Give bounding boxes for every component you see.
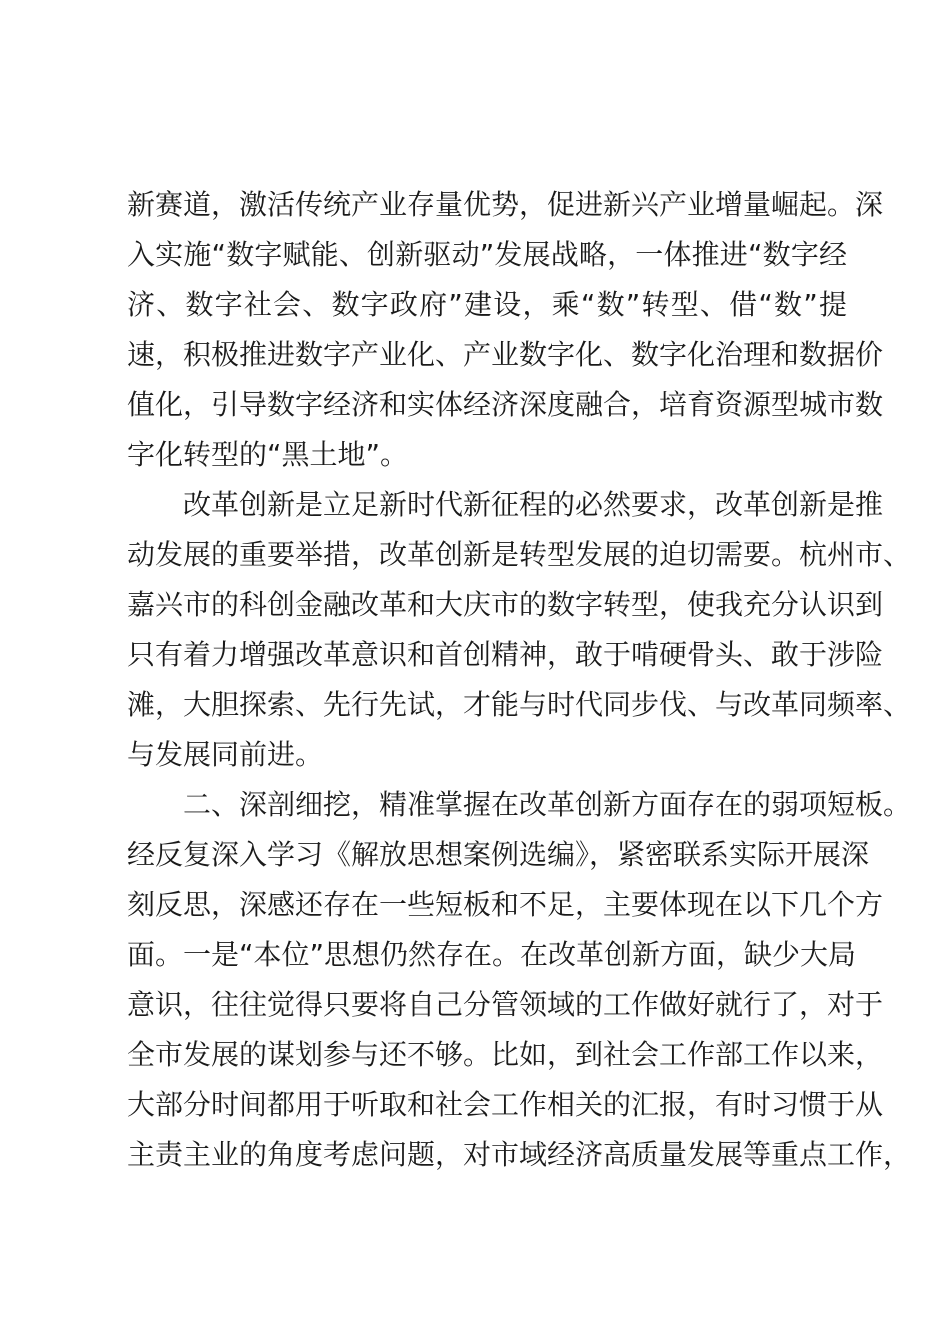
text-line: 经反复深入学习《解放思想案例选编》，紧密联系实际开展深 xyxy=(127,838,870,871)
text-line: 速，积极推进数字产业化、产业数字化、数字化治理和数据价 xyxy=(127,338,884,371)
text-line: 面。一是“本位”思想仍然存在。在改革创新方面，缺少大局 xyxy=(127,938,857,971)
text-line: 主责主业的角度考虑问题，对市域经济高质量发展等重点工作， xyxy=(127,1138,912,1171)
text-line: 与发展同前进。 xyxy=(127,738,324,771)
text-line: 滩，大胆探索、先行先试，才能与时代同步伐、与改革同频率、 xyxy=(127,688,912,721)
text-line: 入实施“数字赋能、创新驱动”发展战略，一体推进“数字经 xyxy=(127,238,847,271)
text-line: 全市发展的谋划参与还不够。比如，到社会工作部工作以来， xyxy=(127,1038,884,1071)
text-line: 济、数字社会、数字政府”建设，乘“数”转型、借“数”提 xyxy=(127,288,847,321)
text-line: 动发展的重要举措，改革创新是转型发展的迫切需要。杭州市、 xyxy=(127,538,912,571)
text-line: 大部分时间都用于听取和社会工作相关的汇报，有时习惯于从 xyxy=(127,1088,884,1121)
text-line: 嘉兴市的科创金融改革和大庆市的数字转型，使我充分认识到 xyxy=(127,588,884,621)
text-line: 只有着力增强改革意识和首创精神，敢于啃硬骨头、敢于涉险 xyxy=(127,638,884,671)
text-line: 意识，往往觉得只要将自己分管领域的工作做好就行了，对于 xyxy=(127,988,884,1021)
text-line: 刻反思，深感还存在一些短板和不足，主要体现在以下几个方 xyxy=(127,888,884,921)
text-line: 改革创新是立足新时代新征程的必然要求，改革创新是推 xyxy=(183,488,884,521)
section-heading-line: 二、深剖细挖，精准掌握在改革创新方面存在的弱项短板。 xyxy=(183,788,912,821)
document-body xyxy=(127,180,912,1180)
text-line: 字化转型的“黑土地”。 xyxy=(127,438,409,471)
text-line: 值化，引导数字经济和实体经济深度融合，培育资源型城市数 xyxy=(127,388,884,421)
text-line: 新赛道，激活传统产业存量优势，促进新兴产业增量崛起。深 xyxy=(127,188,884,221)
